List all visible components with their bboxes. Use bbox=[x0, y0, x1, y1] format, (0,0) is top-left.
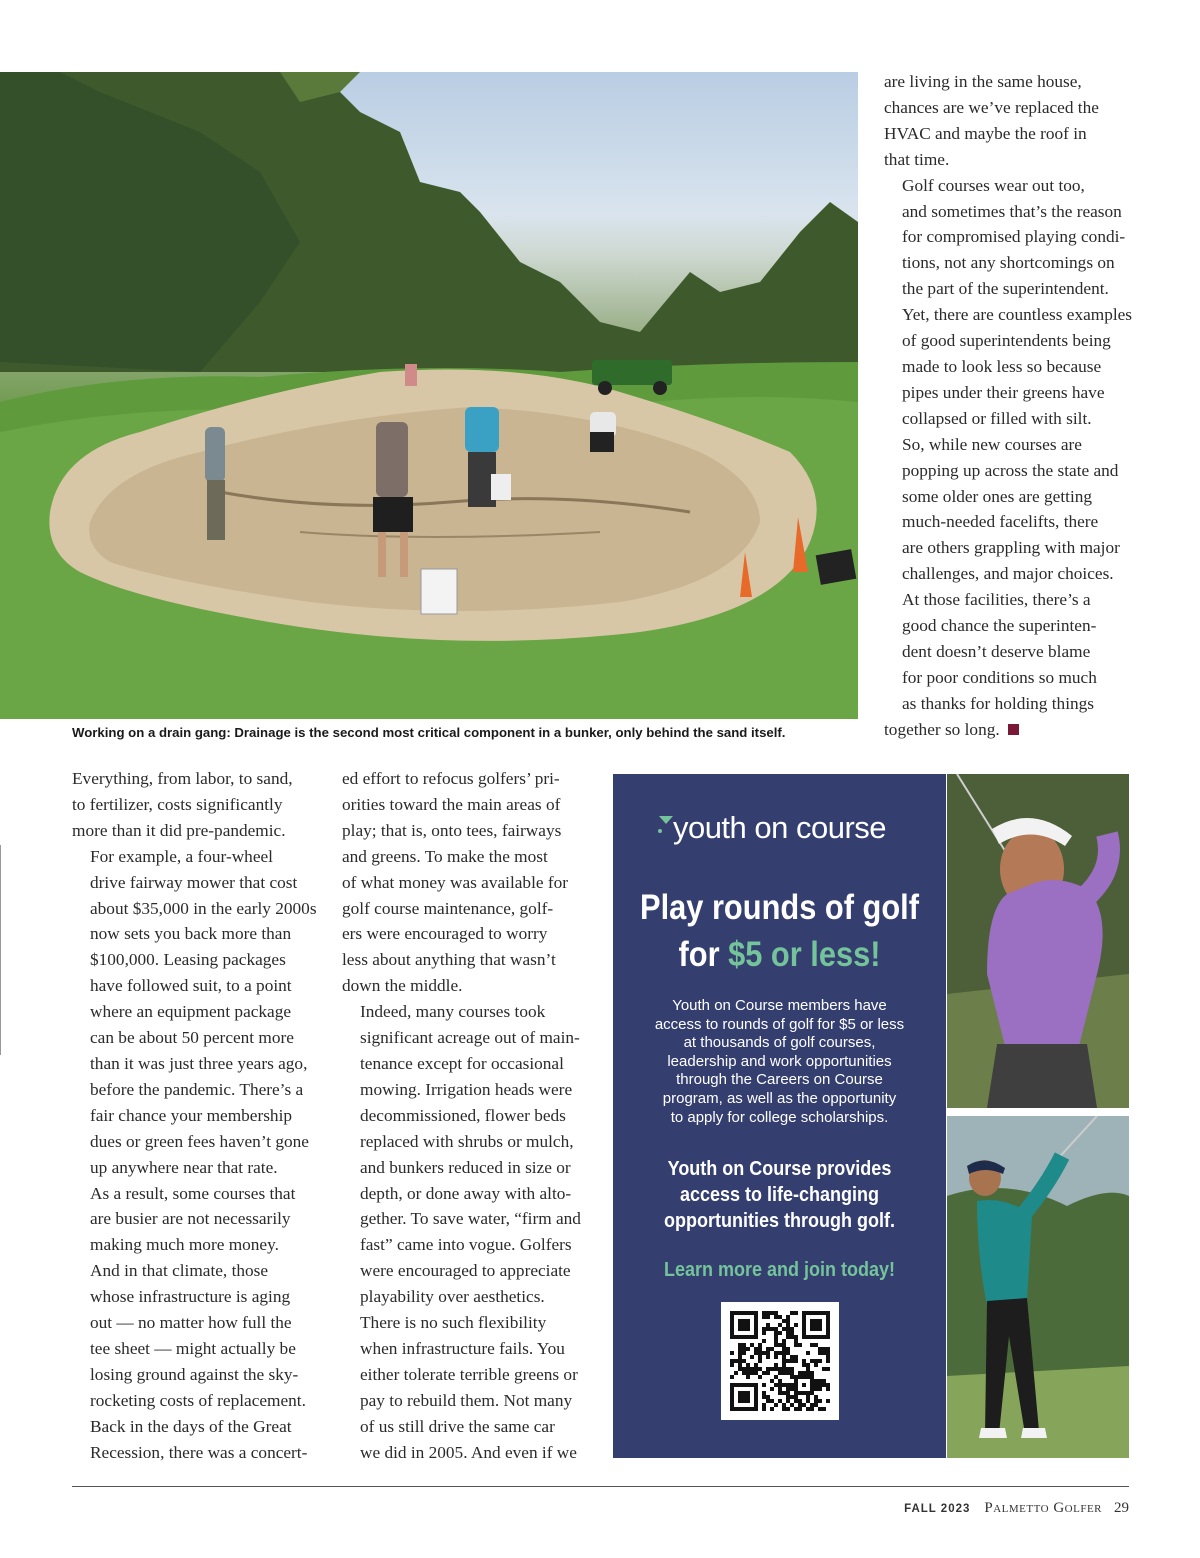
ad-panel bbox=[613, 774, 946, 1458]
qr-code-icon bbox=[730, 1311, 830, 1411]
paragraph: There is no such flexibility when infrastructure fails. You either tolerate terrible greens or pay to rebuild them. Not many of us still drive the same car we did in 2005. And even if we bbox=[360, 1313, 578, 1462]
bunker-photo bbox=[0, 72, 858, 719]
paragraph: Golf courses wear out too, and sometimes that’s the reason for compromised playing condi- tions, not any shortcomings on the part of the superintendent. Yet, there are countless examples of good superintendents being made to look less so because pipes under their greens have collapsed or filled with silt. bbox=[902, 175, 1133, 428]
paragraph: As a result, some courses that are busier are not necessarily making much more money. And in that climate, those whose infrastructure is aging out — no matter how full the tee sheet — might actually be losing ground against the sky- rocketing costs of replacement. bbox=[90, 1183, 306, 1410]
junior-golfer-photo-2 bbox=[947, 1116, 1129, 1458]
paragraph: Everything, from labor, to sand, to fertilizer, costs significantly more than it did pre-pandemic. bbox=[72, 769, 293, 840]
end-of-story-mark bbox=[1008, 724, 1019, 735]
ad-body-text: Youth on Course members have access to rounds of golf for $5 or less at thousands of golf courses, leadership and work opportunities through the Careers on Course program, as well as the opportunity to apply for college scholarships. bbox=[654, 997, 905, 1126]
article-column-left bbox=[72, 766, 322, 1465]
qr-code[interactable] bbox=[721, 1302, 839, 1420]
junior-golfer-photo-1 bbox=[947, 774, 1129, 1108]
paragraph: ed effort to refocus golfers’ pri- orities toward the main areas of play; that is, onto tees, fairways and greens. To make the most of what money was available for golf course maintenance, golf- ers were encouraged to worry less about anything that wasn’t down the middle. bbox=[342, 769, 569, 996]
youth-on-course-logo: youth on course bbox=[672, 810, 887, 845]
page-edge-mark bbox=[0, 845, 1, 1055]
paragraph: So, while new courses are popping up across the state and some older ones are getting much-needed facelifts, there are others grappling with major challenges, and major choices. At those facilities, there’s a good chance the superinten- dent doesn’t deserve blame for poor conditions so much as thanks for holding things together so long. bbox=[884, 434, 1120, 739]
photo-caption: Working on a drain gang: Drainage is the second most critical component in a bunker, only behind the sand itself. bbox=[72, 725, 786, 740]
paragraph: Back in the days of the Great Recession, there was a concert- bbox=[90, 1416, 308, 1462]
ad-tagline: Youth on Course provides access to life-changing opportunities through golf. bbox=[664, 1158, 895, 1232]
ad-headline: Play rounds of golf for $5 or less! bbox=[640, 888, 919, 974]
issue-season: FALL 2023 bbox=[904, 1503, 971, 1515]
youth-on-course-ad[interactable] bbox=[613, 774, 1129, 1458]
article-column-right bbox=[884, 69, 1134, 743]
price-highlight: $5 or less! bbox=[728, 935, 881, 974]
footer-rule bbox=[72, 1486, 1129, 1487]
page-footer bbox=[904, 1500, 1129, 1517]
magazine-name: Palmetto Golfer bbox=[984, 1500, 1102, 1516]
article-column-middle bbox=[342, 766, 592, 1465]
page-number: 29 bbox=[1114, 1500, 1129, 1516]
paragraph: Indeed, many courses took significant acreage out of main- tenance except for occasional mowing. Irrigation heads were decommissioned, flower beds replaced with shrubs or mulch, and bunkers reduced in size or depth, or done away with alto- gether. To save water, “firm and fast” came into vogue. Golfers were encouraged to appreciate playability over aesthetics. bbox=[360, 1002, 581, 1307]
paragraph: For example, a four-wheel drive fairway mower that cost about $35,000 in the early 2000s now sets you back more than $100,000. Leasing packages have followed suit, to a point where an equipment package can be about 50 percent more than it was just three years ago, before the pandemic. There’s a fair chance your membership dues or green fees haven’t gone up anywhere near that rate. bbox=[90, 846, 317, 1177]
learn-more-link[interactable]: Learn more and join today! bbox=[663, 1259, 896, 1281]
paragraph: are living in the same house, chances are we’ve replaced the HVAC and maybe the roof in that time. bbox=[884, 72, 1099, 169]
